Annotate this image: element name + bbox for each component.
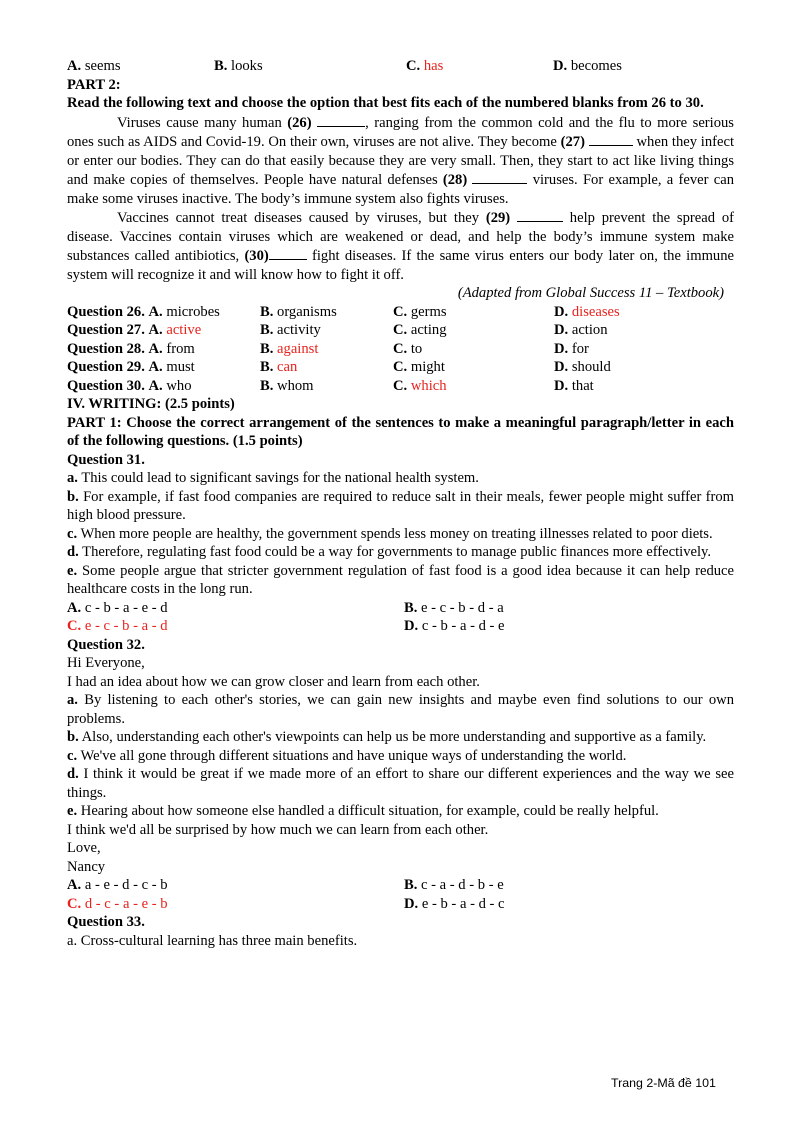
q32-sentence-a: a. By listening to each other's stories, we can gain new insights and maybe even find solutions to our own problems. [67, 692, 734, 727]
q31-option-c: C. e - c - b - a - d [67, 618, 168, 634]
q31-option-d: D. c - b - a - d - e [404, 618, 505, 634]
q31-label: Question 31. [67, 451, 145, 468]
writing-part1-instruction: PART 1: Choose the correct arrangement of the sentences to make a meaningful paragraph/letter in each of the following questions. (1.5 points) [67, 414, 734, 449]
part2-instruction: Read the following text and choose the option that best fits each of the numbered blanks from 26 to 30. [67, 95, 704, 111]
part2-heading: PART 2: [67, 76, 121, 93]
q25-option-d: D. becomes [553, 58, 622, 74]
q32-closing: I think we'd all be surprised by how much we can learn from each other. [67, 821, 489, 838]
q25-option-b: B. looks [214, 58, 263, 74]
passage-paragraph-1: Viruses cause many human (26) , ranging from the common cold and the flu to more serious ones such as AIDS and Covid-19. On their own, viruses are not alive. They become (27) when they infect or enter our bodies. They can do that easily because they are very small. Then, they start to act like living things and make copies of themselves. People have natural defenses (28) viruses. For example, a fever can make some viruses inactive. The body’s immune system also fights viruses. [67, 114, 735, 207]
passage-paragraph-2: Vaccines cannot treat diseases caused by viruses, but they (29) help prevent the spread of disease. Vaccines contain viruses which are weakened or dead, and help the body’s immune system make substances called antibiotics, (30) fight diseases. If the same virus enters our body later on, the immune system will recognize it and will know how to fight it off. [67, 210, 734, 283]
question-30: Question 30. A. who B. whom C. which D. that [67, 377, 594, 394]
q31-option-b: B. e - c - b - d - a [404, 599, 504, 616]
q25-options [67, 57, 734, 76]
blank-30 [269, 246, 307, 260]
exam-page [67, 57, 734, 950]
blank-27 [589, 132, 633, 146]
q32-option-c: C. d - c - a - e - b [67, 895, 168, 912]
q32-sentence-e: e. Hearing about how someone else handled a difficult situation, for example, could be really helpful. [67, 803, 659, 819]
q32-name: Nancy [67, 858, 106, 875]
q32-sentence-d: d. I think it would be great if we made more of an effort to share our different experiences and the way we see things. [67, 766, 734, 801]
question-28: Question 28. A. from B. against C. to D. for [67, 340, 589, 357]
question-29: Question 29. A. must B. can C. might D. should [67, 359, 611, 375]
q32-option-b: B. c - a - d - b - e [404, 877, 504, 893]
page-footer: Trang 2-Mã đề 101 [611, 1076, 716, 1090]
q32-sentence-c: c. We've all gone through different situations and have unique ways of understanding the world. [67, 747, 627, 764]
blank-26 [317, 113, 365, 127]
q31-sentence-c: c. When more people are healthy, the government spends less money on treating illnesses related to poor diets. [67, 525, 713, 542]
q31-option-a: A. c - b - a - e - d [67, 599, 168, 616]
q33-sentence-a: a. Cross-cultural learning has three main benefits. [67, 932, 358, 949]
q31-sentence-e: e. Some people argue that stricter government regulation of fast food is a good idea because it can help reduce healthcare costs in the long run. [67, 562, 734, 597]
q25-option-c: C. has [406, 58, 444, 74]
blank-29 [517, 208, 563, 222]
q32-option-a: A. a - e - d - c - b [67, 877, 168, 893]
q31-sentence-d: d. Therefore, regulating fast food could be a way for governments to manage public finances more effectively. [67, 544, 712, 560]
q33-label: Question 33. [67, 914, 145, 930]
q25-option-a: A. seems [67, 58, 121, 74]
q32-greeting: Hi Everyone, [67, 655, 145, 671]
question-26: Question 26. A. microbes B. organisms C. germs D. diseases [67, 303, 620, 320]
q32-label: Question 32. [67, 636, 145, 653]
passage-source: (Adapted from Global Success 11 – Textbook) [457, 285, 724, 301]
writing-heading: IV. WRITING: (2.5 points) [67, 396, 235, 412]
q32-signoff: Love, [67, 840, 101, 856]
blank-28 [472, 170, 527, 184]
q31-sentence-b: b. For example, if fast food companies are required to reduce salt in their meals, fewer people might suffer from high blood pressure. [67, 488, 734, 523]
q32-options [67, 876, 734, 913]
q31-options [67, 599, 734, 636]
question-27: Question 27. A. active B. activity C. acting D. action [67, 322, 608, 338]
q32-sentence-b: b. Also, understanding each other's viewpoints can help us be more understanding and supportive as a family. [67, 729, 707, 745]
q32-intro: I had an idea about how we can grow closer and learn from each other. [67, 673, 480, 690]
q31-sentence-a: a. This could lead to significant savings for the national health system. [67, 470, 479, 486]
q32-option-d: D. e - b - a - d - c [404, 895, 505, 912]
